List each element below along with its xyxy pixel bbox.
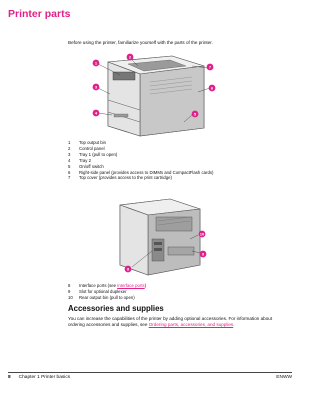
list-item: 1 Top output bin bbox=[68, 140, 106, 145]
list-item: 6 Right-side panel (provides access to DIMMs and CompactFlash cards) bbox=[68, 169, 214, 175]
list-item: 5 On/off switch bbox=[68, 163, 104, 169]
page-number: 8 bbox=[8, 375, 11, 380]
callout-4: 4 bbox=[94, 110, 98, 116]
list-item: 2 Control panel bbox=[68, 145, 105, 151]
list-item: 4 Tray 2 bbox=[68, 157, 92, 163]
list-item: 9 Slot for optional duplexer bbox=[68, 288, 127, 294]
interface-ports-link[interactable]: Interface ports bbox=[117, 283, 145, 288]
section-paragraph: You can increase the capabilities of the printer by adding optional accessories. For information about ordering accessories and supplies, see Ordering parts, accessories, and supplies. bbox=[68, 316, 273, 327]
ordering-parts-link[interactable]: Ordering parts, accessories, and supplies bbox=[148, 322, 234, 327]
callout-5: 5 bbox=[193, 111, 197, 117]
printer-front-figure bbox=[80, 52, 220, 137]
parts-list-rear bbox=[68, 283, 290, 301]
footer-code: ENWW bbox=[276, 375, 292, 380]
list-item: 3 Tray 1 (pull to open) bbox=[68, 151, 118, 157]
chapter-label: Chapter 1 Printer basics bbox=[18, 375, 71, 380]
footer-divider bbox=[8, 372, 292, 373]
parts-list-front bbox=[68, 140, 290, 181]
callout-1: 1 bbox=[94, 60, 98, 66]
list-item: 10 Rear output bin (pull to open) bbox=[68, 294, 135, 300]
callout-3: 3 bbox=[94, 84, 98, 90]
callout-8: 8 bbox=[126, 267, 130, 272]
callout-6: 6 bbox=[210, 85, 214, 91]
callout-7: 7 bbox=[208, 64, 212, 70]
callout-9: 9 bbox=[201, 252, 205, 257]
page-footer bbox=[8, 375, 292, 380]
callout-2: 2 bbox=[128, 54, 132, 60]
callout-10: 10 bbox=[199, 232, 205, 237]
section-heading: Accessories and supplies bbox=[68, 304, 164, 313]
list-item: 8 Interface ports (see Interface ports) bbox=[68, 283, 147, 288]
page-title: Printer parts bbox=[8, 8, 71, 20]
intro-text: Before using the printer, familiarize yourself with the parts of the printer. bbox=[68, 40, 213, 45]
printer-rear-figure bbox=[100, 195, 210, 277]
list-item: 7 Top cover (provides access to the print cartridge) bbox=[68, 175, 172, 181]
